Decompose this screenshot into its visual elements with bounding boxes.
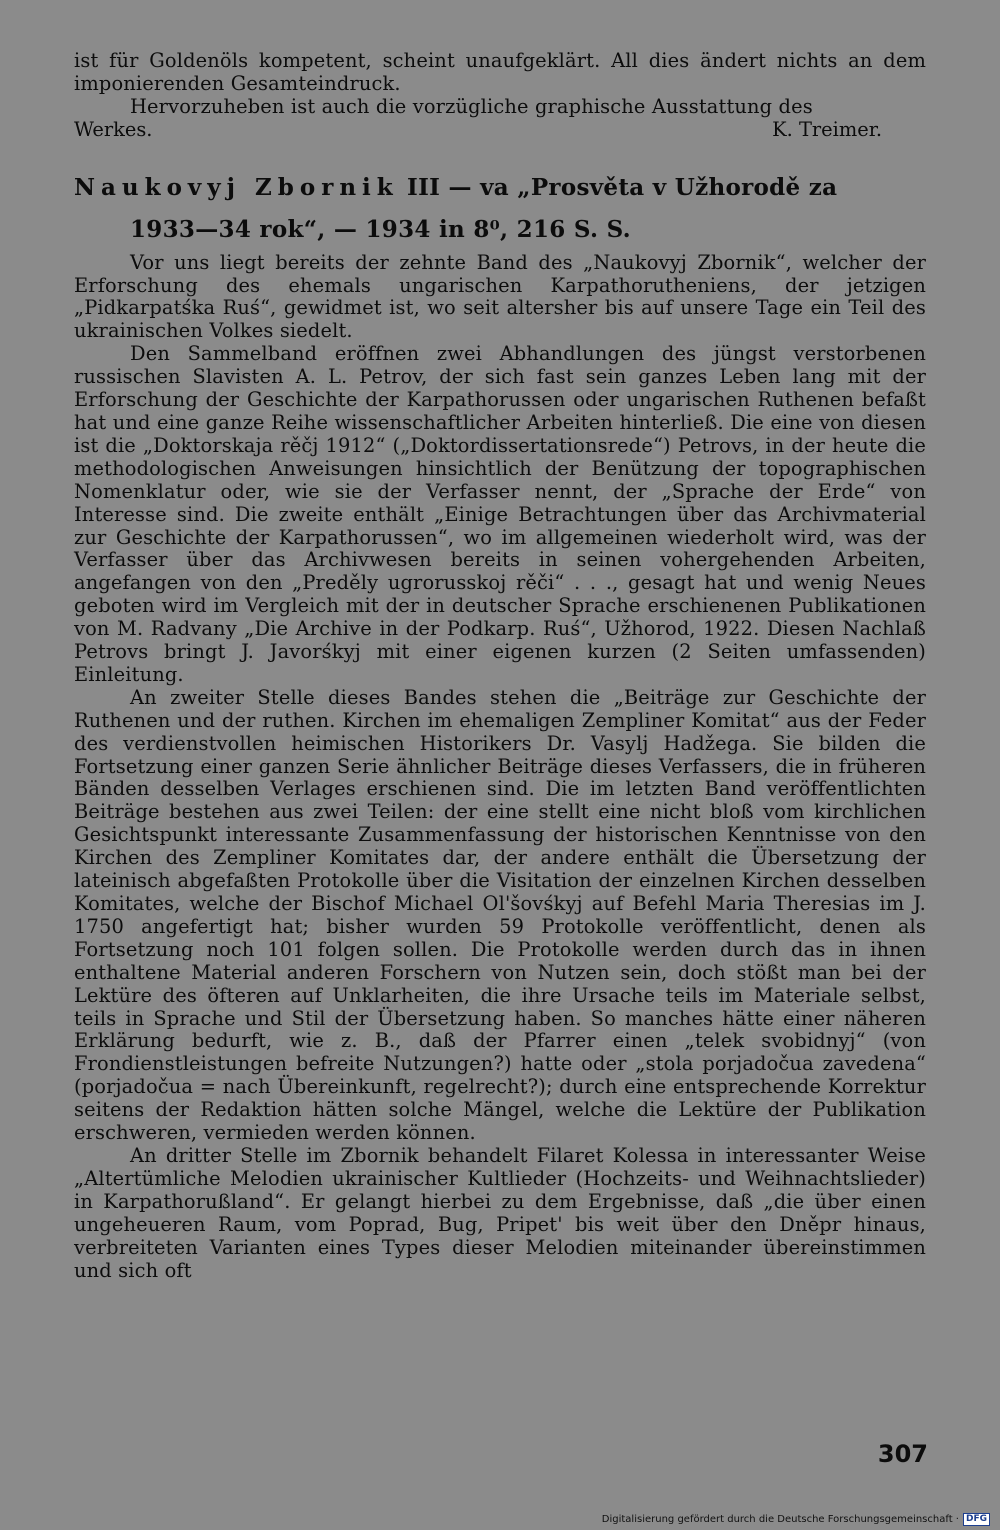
signature: K. Treimer. (772, 117, 882, 141)
paragraph-end: Werkes. (74, 117, 153, 141)
signature-line (74, 119, 926, 142)
heading-line-2: 1933—34 rok“, — 1934 in 8⁰, 216 S. S. (130, 215, 631, 243)
footer-text: Digitalisierung gefördert durch die Deutsche Forschungsgemeinschaft · (601, 1514, 959, 1525)
dfg-logo-icon: DFG (963, 1513, 990, 1526)
paragraph-graphic: Hervorzuheben ist auch die vorzügliche graphische Ausstattung des (130, 94, 813, 118)
heading-title: Naukovyj Zbornik (74, 173, 399, 201)
heading-title-rest: III — va „Prosvěta v Užhorodě za (407, 173, 838, 201)
digitization-footer (602, 1513, 990, 1526)
body-paragraph-3: An zweiter Stelle dieses Bandes stehen die „Beiträge zur Geschichte der Ruthenen und der ruthen. Kirchen im ehemaligen Zempliner Komitat“ aus der Feder des verdienstvollen heimischen Historikers Dr. Vasylj Hadžega. Sie bilden die Fortsetzung einer ganzen Serie ähnlicher Beiträge dieses Verfassers, die in früheren Bänden desselben Verlages erschienen sind. Die im letzten Band veröffentlichten Beiträge bestehen aus zwei Teilen: der eine stellt eine nicht bloß vom kirchlichen Gesichtspunkt interessante Zusammenfassung der historischen Kenntnisse von den Kirchen des Zempliner Komitates dar, der andere enthält die Übersetzung der lateinisch abgefaßten Protokolle über die Visitation der einzelnen Kirchen desselben Komitates, welche der Bischof Michael Ol'šovśkyj auf Befehl Maria Theresias im J. 1750 angefertigt hat; bisher wurden 59 Protokolle veröffentlicht, denen als Fortsetzung noch 101 folgen sollen. Die Protokolle werden durch das in ihnen enthaltene Material anderen Forschern von Nutzen sein, doch stößt man bei der Lektüre des öfteren auf Unklarheiten, die ihre Ursache teils im Materiale selbst, teils in Sprache und Stil der Übersetzung haben. So manches hätte einer näheren Erklärung bedurft, wie z. B., daß der Pfarrer einen „telek svobidnyj“ (von Frondienstleistungen befreite Nutzungen?) hatte oder „stola porjadočua zavedena“ (porjadočua = nach Übereinkunft, regelrecht?); durch eine entsprechende Korrektur seitens der Redaktion hätten solche Mängel, welche die Lektüre der Publikation erschweren, vermieden werden können. (74, 685, 926, 1145)
paragraph-continuation: ist für Goldenöls kompetent, scheint unaufgeklärt. All dies ändert nichts an dem imponierenden Gesamteindruck. (74, 49, 926, 95)
text-column (74, 50, 926, 1282)
body-paragraph-4: An dritter Stelle im Zbornik behandelt Filaret Kolessa in interessanter Weise „Altertümliche Melodien ukrainischer Kultlieder (Hochzeits- und Weihnachtslieder) in Karpathorußland“. Er gelangt hierbei zu dem Ergebnisse, daß „die über einen ungeheueren Raum, vom Poprad, Bug, Pripet' bis weit über den Dněpr hinaus, verbreiteten Varianten eines Types dieser Melodien miteinander übereinstimmen und sich oft (74, 1143, 926, 1282)
review-heading (74, 166, 926, 252)
body-paragraph-2: Den Sammelband eröffnen zwei Abhandlungen des jüngst verstorbenen russischen Slavisten A. L. Petrov, der sich fast sein ganzes Leben lang mit der Erforschung der Geschichte der Karpathorussen oder ungarischen Ruthenen befaßt hat und eine ganze Reihe wissenschaftlicher Arbeiten hinterließ. Die eine von diesen ist die „Doktorskaja rěčj 1912“ („Doktordissertationsrede“) Petrovs, in der heute die methodologischen Anweisungen hinsichtlich der Benützung der topographischen Nomenklatur oder, wie sie der Verfasser nennt, der „Sprache der Erde“ von Interesse sind. Die zweite enthält „Einige Betrachtungen über das Archivmaterial zur Geschichte der Karpathorussen“, wo im allgemeinen wiederholt wird, was der Verfasser über das Archivwesen bereits in seinen vohergehenden Arbeiten, angefangen von den „Preděly ugrorusskoj rěči“ . . ., gesagt hat und wenig Neues geboten wird im Vergleich mit der in deutscher Sprache erschienenen Publikationen von M. Radvany „Die Archive in der Podkarp. Ruś“, Užhorod, 1922. Diesen Nachlaß Petrovs bringt J. Javorśkyj mit einer eigenen kurzen (2 Seiten umfassenden) Einleitung. (74, 342, 926, 686)
body-paragraph-1: Vor uns liegt bereits der zehnte Band des „Naukovyj Zbornik“, welcher der Erforschung des ehemals ungarischen Karpathorutheniens, der jetzigen „Pidkarpatśka Ruś“, gewidmet ist, wo seit altersher bis auf unsere Tage ein Teil des ukrainischen Volkes siedelt. (74, 250, 926, 343)
page-number: 307 (877, 1440, 928, 1468)
